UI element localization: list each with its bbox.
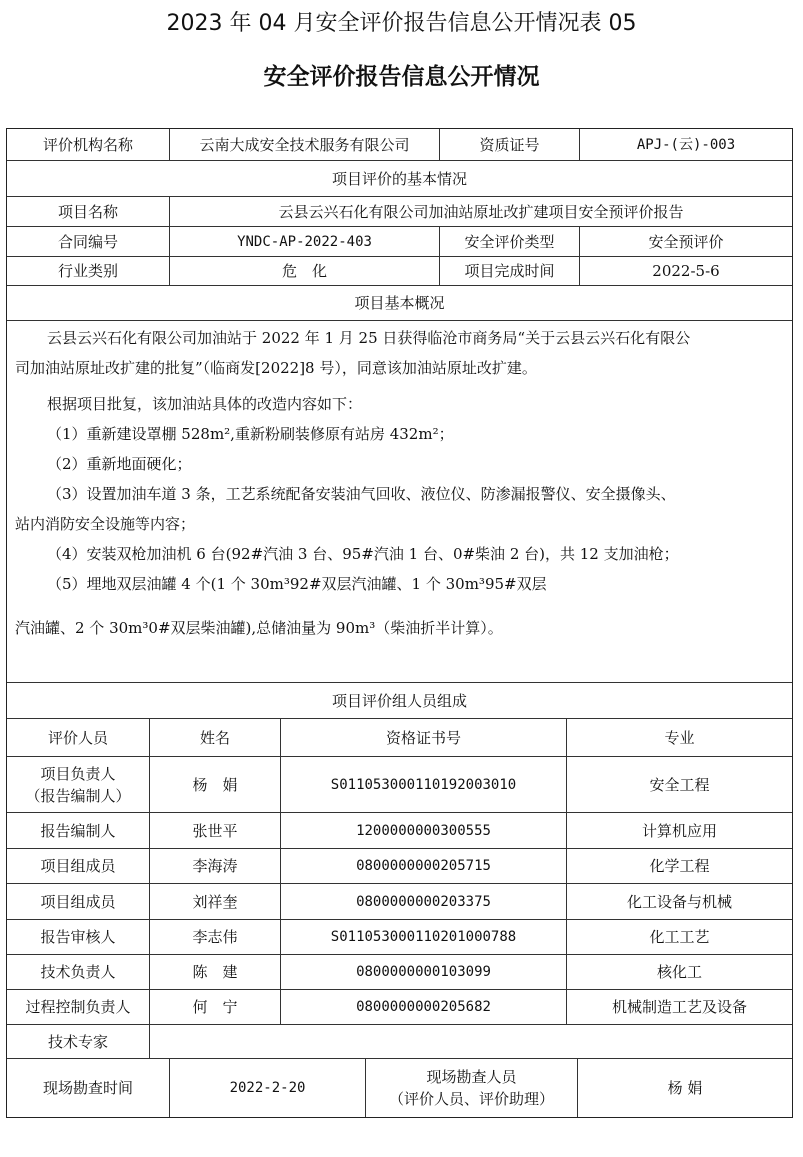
team-row-name: 陈 建 — [150, 955, 281, 990]
industry-label: 行业类别 — [7, 257, 170, 286]
team-row-role — [7, 757, 150, 813]
org-value: 云南大成安全技术服务有限公司 — [170, 129, 440, 161]
team-row-major: 化学工程 — [567, 849, 792, 884]
cert-value: APJ-(云)-003 — [580, 129, 792, 161]
complete-label: 项目完成时间 — [440, 257, 580, 286]
team-row-cert: 0800000000205715 — [281, 849, 567, 884]
overview-line: 司加油站原址改扩建的批复”（临商发[2022]8 号），同意该加油站原址改扩建。 — [15, 359, 537, 377]
survey-time-label: 现场勘查时间 — [7, 1059, 170, 1117]
team-row-name: 张世平 — [150, 813, 281, 849]
team-row-name: 刘祥奎 — [150, 884, 281, 920]
org-label: 评价机构名称 — [7, 129, 170, 161]
team-col-name: 姓名 — [150, 719, 281, 757]
complete-value: 2022-5-6 — [580, 257, 792, 286]
team-col-cert: 资格证书号 — [281, 719, 567, 757]
overview-line: （5）埋地双层油罐 4 个(1 个 30m³92#双层汽油罐、1 个 30m³95#双层 — [47, 575, 547, 593]
overview-line: （4）安装双枪加油机 6 台(92#汽油 3 台、95#汽油 1 台、0#柴油 2 台)，共 12 支加油枪； — [47, 545, 679, 563]
team-row-cert: 0800000000103099 — [281, 955, 567, 990]
team-row-role: 项目组成员 — [7, 884, 150, 920]
team-col-role: 评价人员 — [7, 719, 150, 757]
overview-line: 云县云兴石化有限公司加油站于 2022 年 1 月 25 日获得临沧市商务局“关于云县云兴石化有限公 — [47, 329, 691, 347]
team-row-major: 机械制造工艺及设备 — [567, 990, 792, 1025]
survey-staff-label-line: （评价人员、评价助理） — [388, 1090, 554, 1108]
basic-section-heading: 项目评价的基本情况 — [7, 161, 792, 197]
team-row-name: 李海涛 — [150, 849, 281, 884]
team-row-role: 项目组成员 — [7, 849, 150, 884]
overview-line: （2）重新地面硬化； — [47, 455, 192, 473]
team-row-name: 何 宁 — [150, 990, 281, 1025]
overview-line: 汽油罐、2 个 30m³0#双层柴油罐),总储油量为 90m³（柴油折半计算）。 — [15, 619, 503, 637]
team-row-major: 化工工艺 — [567, 920, 792, 955]
team-row-cert: 0800000000203375 — [281, 884, 567, 920]
team-row-major: 计算机应用 — [567, 813, 792, 849]
team-row-major: 化工设备与机械 — [567, 884, 792, 920]
team-row-cert: S011053000110192003010 — [281, 757, 567, 813]
cert-label: 资质证号 — [440, 129, 580, 161]
project-name-value: 云县云兴石化有限公司加油站原址改扩建项目安全预评价报告 — [170, 197, 792, 227]
team-row-name: 杨 娟 — [150, 757, 281, 813]
role-line: 项目负责人 — [40, 764, 116, 783]
team-row-role: 报告编制人 — [7, 813, 150, 849]
report-title: 2023 年 04 月安全评价报告信息公开情况表 05 — [166, 11, 637, 36]
eval-type-value: 安全预评价 — [580, 227, 792, 257]
overview-line: 根据项目批复，该加油站具体的改造内容如下： — [47, 395, 363, 413]
team-heading: 项目评价组人员组成 — [7, 683, 792, 719]
overview-heading: 项目基本概况 — [7, 286, 792, 321]
survey-staff-label — [366, 1059, 578, 1117]
team-col-major: 专业 — [567, 719, 792, 757]
team-row-major: 安全工程 — [567, 757, 792, 813]
contract-label: 合同编号 — [7, 227, 170, 257]
team-row-name: 李志伟 — [150, 920, 281, 955]
report-subtitle: 安全评价报告信息公开情况 — [263, 64, 540, 90]
team-row-major: 核化工 — [567, 955, 792, 990]
expert-value — [150, 1025, 792, 1059]
survey-time-value: 2022-2-20 — [170, 1059, 366, 1117]
survey-staff-value: 杨 娟 — [667, 1079, 703, 1097]
contract-value: YNDC-AP-2022-403 — [170, 227, 440, 257]
overview-body — [7, 321, 792, 683]
team-row-role: 技术负责人 — [7, 955, 150, 990]
disclosure-table — [6, 128, 793, 1118]
expert-label: 技术专家 — [7, 1025, 150, 1059]
team-row-role: 报告审核人 — [7, 920, 150, 955]
team-row-cert: 0800000000205682 — [281, 990, 567, 1025]
team-row-role: 过程控制负责人 — [7, 990, 150, 1025]
overview-line: （3）设置加油车道 3 条，工艺系统配备安装油气回收、液位仪、防渗漏报警仪、安全摄像头、 — [47, 485, 676, 503]
project-name-label: 项目名称 — [7, 197, 170, 227]
role-line: （报告编制人） — [25, 786, 131, 805]
team-row-cert: 1200000000300555 — [281, 813, 567, 849]
industry-value: 危 化 — [170, 257, 440, 286]
overview-line: 站内消防安全设施等内容； — [15, 515, 196, 533]
overview-line: （1）重新建设罩棚 528m²,重新粉刷装修原有站房 432m²； — [47, 425, 454, 443]
eval-type-label: 安全评价类型 — [440, 227, 580, 257]
survey-staff-label-line: 现场勘查人员 — [426, 1068, 517, 1086]
team-row-cert: S011053000110201000788 — [281, 920, 567, 955]
